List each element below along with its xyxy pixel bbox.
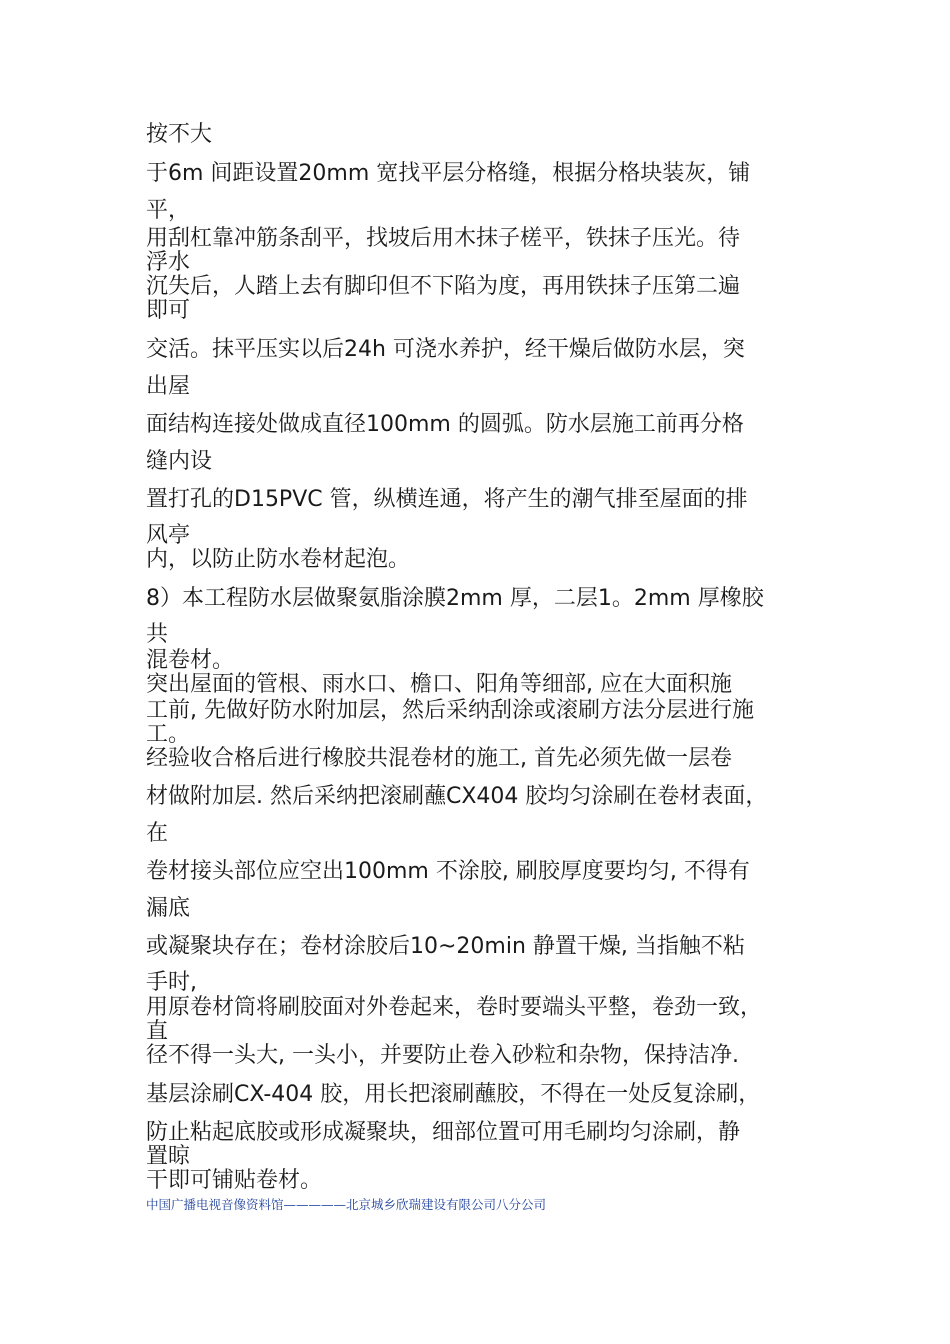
text-line: 用原卷材筒将刷胶面对外卷起来，卷时要端头平整，卷劲一致， — [146, 995, 763, 1020]
text-line: 风亭 — [146, 523, 191, 548]
text-line: 突出屋面的管根、雨水口、檐口、阳角等细部, 应在大面积施 — [146, 672, 732, 697]
text-line: 直 — [146, 1019, 169, 1044]
text-line: 即可 — [146, 298, 191, 323]
text-line: 在 — [146, 821, 169, 846]
text-line: 防止粘起底胶或形成凝聚块，细部位置可用毛刷均匀涂刷，静 — [146, 1120, 741, 1145]
text-line: 材做附加层. 然后采纳把滚刷蘸CX404 胶均匀涂刷在卷材表面， — [146, 784, 768, 809]
text-line: 置打孔的D15PVC 管，纵横连通，将产生的潮气排至屋面的排 — [146, 487, 748, 512]
text-line: 经验收合格后进行橡胶共混卷材的施工, 首先必须先做一层卷 — [146, 746, 732, 771]
text-line: 径不得一头大, 一头小，并要防止卷入砂粒和杂物，保持洁净. — [146, 1043, 739, 1068]
text-line: 按不大 — [146, 122, 213, 147]
text-line: 工。 — [146, 722, 191, 747]
text-line: 基层涂刷CX-404 胶，用长把滚刷蘸胶，不得在一处反复涂刷， — [146, 1082, 761, 1107]
text-line: 出屋 — [146, 374, 191, 399]
text-line: 用刮杠靠冲筋条刮平，找坡后用木抹子槎平，铁抹子压光。待 — [146, 226, 741, 251]
text-line: 于6m 间距设置20mm 宽找平层分格缝，根据分格块装灰，铺 — [146, 161, 751, 186]
text-line: 工前, 先做好防水附加层，然后采纳刮涂或滚刷方法分层进行施 — [146, 698, 754, 723]
text-line: 沉失后，人踏上去有脚印但不下陷为度，再用铁抹子压第二遍 — [146, 274, 741, 299]
text-line: 面结构连接处做成直径100mm 的圆弧。防水层施工前再分格 — [146, 412, 744, 437]
text-line: 或凝聚块存在；卷材涂胶后10~20min 静置干燥, 当指触不粘 — [146, 934, 745, 959]
text-line: 漏底 — [146, 896, 191, 921]
page-footer: 中国广播电视音像资料馆—————北京城乡欣瑞建设有限公司八分公司 — [146, 1197, 547, 1212]
text-line: 浮水 — [146, 250, 191, 275]
text-line: 置晾 — [146, 1144, 191, 1169]
text-line: 共 — [146, 622, 169, 647]
text-line: 平， — [146, 198, 191, 223]
text-line: 手时, — [146, 970, 197, 995]
text-line: 混卷材。 — [146, 648, 235, 673]
text-line: 干即可铺贴卷材。 — [146, 1168, 323, 1193]
text-line: 8）本工程防水层做聚氨脂涂膜2mm 厚，二层1。2mm 厚橡胶 — [146, 586, 764, 611]
text-line: 交活。抹平压实以后24h 可浇水养护，经干燥后做防水层，突 — [146, 337, 745, 362]
text-line: 缝内设 — [146, 449, 213, 474]
text-line: 卷材接头部位应空出100mm 不涂胶, 刷胶厚度要均匀, 不得有 — [146, 859, 750, 884]
text-line: 内，以防止防水卷材起泡。 — [146, 547, 411, 572]
